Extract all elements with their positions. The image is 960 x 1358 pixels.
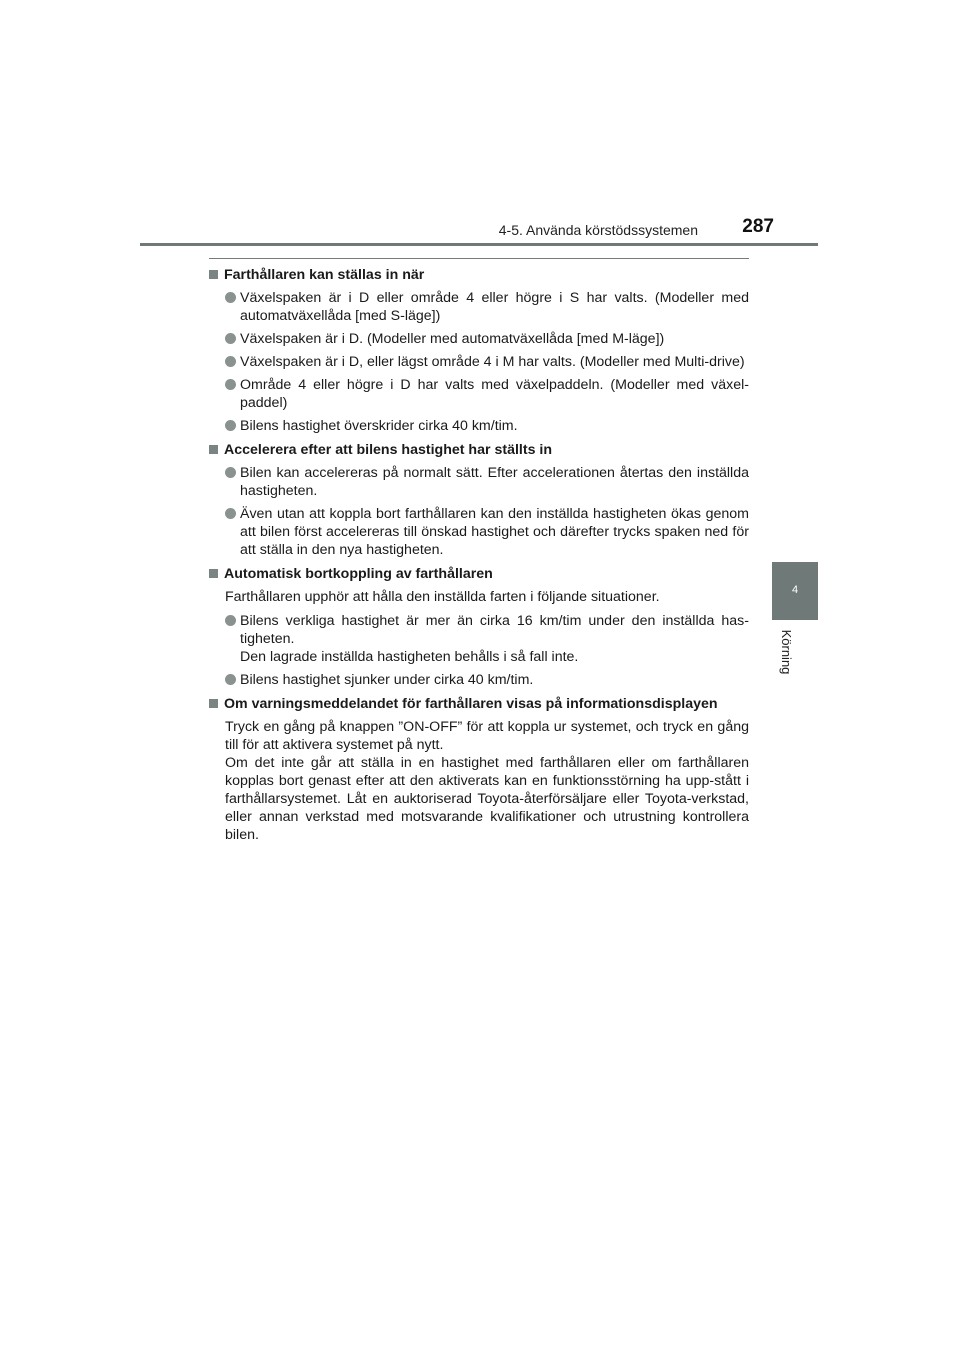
item-text: Område 4 eller högre i D har valts med växelpaddeln. (Modeller med växel-paddel) bbox=[240, 377, 749, 411]
list-item bbox=[209, 505, 749, 559]
list-item bbox=[209, 612, 749, 666]
circle-bullet-icon bbox=[225, 379, 236, 390]
paragraph: Tryck en gång på knappen ”ON-OFF” för att koppla ur systemet, och tryck en gång till för att aktivera systemet på nytt. bbox=[225, 719, 749, 753]
item-text: Bilens verkliga hastighet är mer än cirka 16 km/tim under den inställda has-tigheten. Den lagrade inställda hastigheten behålls i så fall inte. bbox=[240, 613, 749, 665]
page-content bbox=[209, 266, 749, 850]
page-number: 287 bbox=[742, 216, 774, 237]
circle-bullet-icon bbox=[225, 508, 236, 519]
list-item bbox=[209, 671, 749, 689]
section-auto-disengage bbox=[209, 565, 749, 689]
section-warning-message bbox=[209, 695, 749, 844]
item-text: Bilens hastighet överskrider cirka 40 km/tim. bbox=[240, 418, 518, 434]
circle-bullet-icon bbox=[225, 420, 236, 431]
heading-text: Automatisk bortkoppling av farthållaren bbox=[224, 566, 493, 582]
circle-bullet-icon bbox=[225, 356, 236, 367]
paragraph: Om det inte går att ställa in en hastighet med farthållaren eller om farthållaren kopplas bort genast efter att den aktiverats kan en funktionsstörning ha upp-stått i farthållarsystemet. Låt en auktoriserad Toyota-återförsäljare eller Toyota-verkstad, eller annan verkstad med motsvarande kvalifikationer och utrustning kontrollera bilen. bbox=[225, 755, 749, 843]
list-item bbox=[209, 417, 749, 435]
circle-bullet-icon bbox=[225, 333, 236, 344]
bullet-list bbox=[209, 612, 749, 689]
section-intro: Farthållaren upphör att hålla den inställda farten i följande situationer. bbox=[225, 589, 660, 605]
circle-bullet-icon bbox=[225, 292, 236, 303]
heading-text: Farthållaren kan ställas in när bbox=[224, 267, 425, 283]
heading-text: Accelerera efter att bilens hastighet har ställts in bbox=[224, 442, 553, 458]
section-setting-conditions bbox=[209, 266, 749, 435]
square-bullet-icon bbox=[209, 445, 218, 454]
item-text: Växelspaken är i D. (Modeller med automatväxellåda [med M-läge]) bbox=[240, 331, 665, 347]
list-item bbox=[209, 353, 749, 371]
list-item bbox=[209, 330, 749, 348]
section-heading bbox=[209, 565, 749, 583]
bullet-list bbox=[209, 464, 749, 559]
item-text: Växelspaken är i D, eller lägst område 4 i M har valts. (Modeller med Multi-drive) bbox=[240, 354, 745, 370]
section-heading bbox=[209, 695, 749, 713]
circle-bullet-icon bbox=[225, 615, 236, 626]
header-rule bbox=[140, 243, 818, 246]
section-title: 4-5. Använda körstödssystemen bbox=[498, 222, 698, 238]
chapter-tab bbox=[772, 562, 818, 620]
square-bullet-icon bbox=[209, 270, 218, 279]
chapter-label: Körning bbox=[779, 629, 794, 675]
section-heading bbox=[209, 266, 749, 284]
list-item bbox=[209, 289, 749, 325]
square-bullet-icon bbox=[209, 569, 218, 578]
bullet-list bbox=[209, 289, 749, 435]
heading-text: Om varningsmeddelandet för farthållaren visas på informationsdisplayen bbox=[224, 696, 718, 712]
section-heading bbox=[209, 441, 749, 459]
chapter-number: 4 bbox=[791, 584, 799, 596]
section-accelerate bbox=[209, 441, 749, 559]
item-text: Även utan att koppla bort farthållaren kan den inställda hastigheten ökas genom att bilen först accelereras till önskad hastighet och därefter trycks spaken ned för att ställa in den nya hastigheten. bbox=[240, 506, 749, 558]
circle-bullet-icon bbox=[225, 674, 236, 685]
list-item bbox=[209, 464, 749, 500]
list-item bbox=[209, 376, 749, 412]
page-header bbox=[140, 214, 818, 246]
item-text: Växelspaken är i D eller område 4 eller högre i S har valts. (Modeller med automatväxellåda [med S-läge]) bbox=[240, 290, 749, 324]
item-text: Bilen kan accelereras på normalt sätt. Efter accelerationen återtas den inställda hastigheten. bbox=[240, 465, 749, 499]
circle-bullet-icon bbox=[225, 467, 236, 478]
square-bullet-icon bbox=[209, 699, 218, 708]
item-text: Bilens hastighet sjunker under cirka 40 km/tim. bbox=[240, 672, 534, 688]
content-rule bbox=[209, 258, 749, 259]
